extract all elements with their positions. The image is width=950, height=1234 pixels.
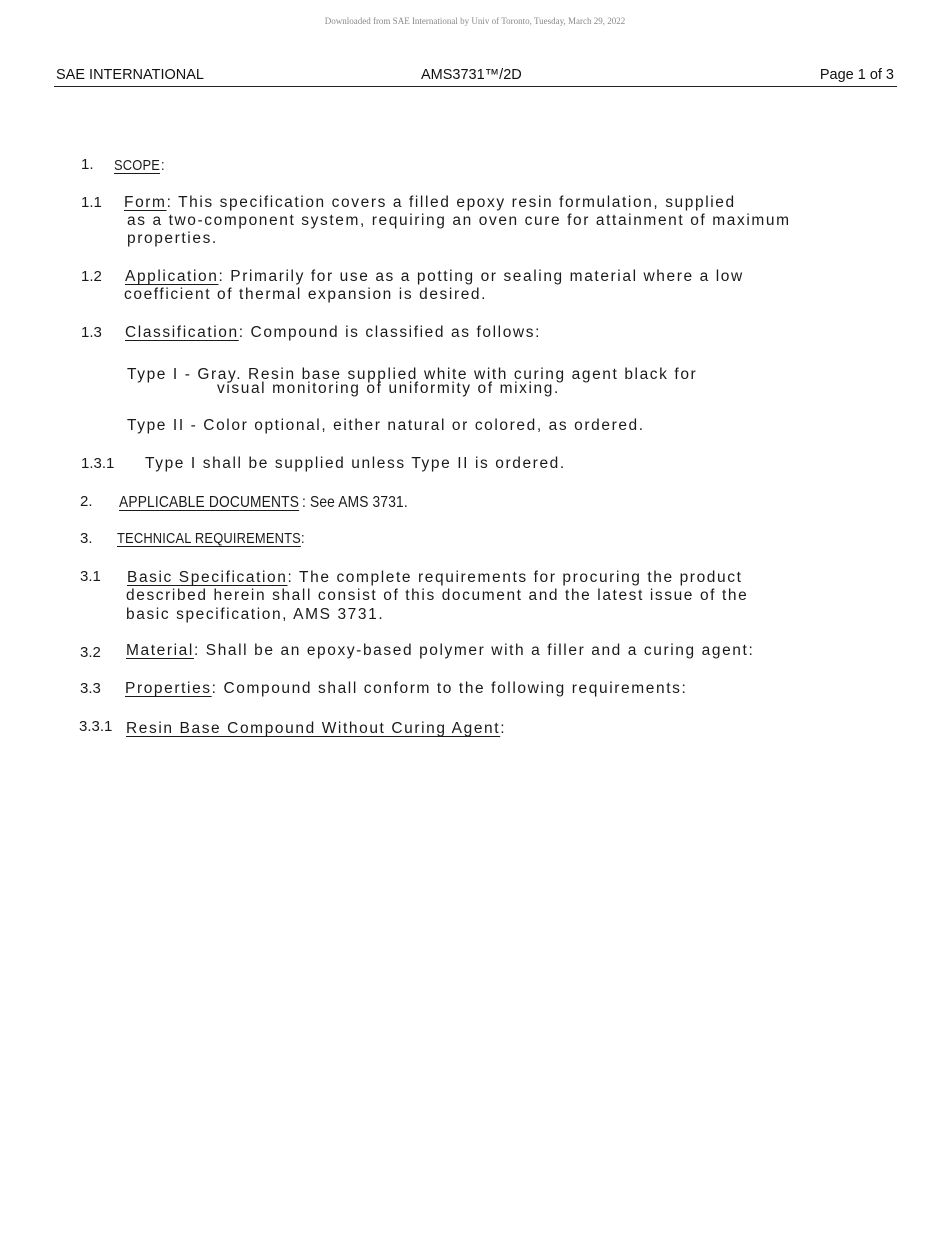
type-2-line: Type II - Color optional, either natural or colored, as ordered. — [127, 417, 645, 434]
section-3-1-line-2: described herein shall consist of this document and the latest issue of the — [126, 587, 749, 604]
section-1-2-number: 1.2 — [81, 268, 102, 285]
section-3-1-line-1: Basic Specification: The complete requirements for procuring the product — [127, 569, 743, 586]
section-3-3-line-1: Properties: Compound shall conform to the following requirements: — [125, 680, 688, 697]
section-1-1-line-2: as a two-component system, requiring an oven cure for attainment of maximum — [127, 212, 791, 229]
section-1-1-title: Form — [124, 194, 167, 211]
section-1-1-line-3: properties. — [127, 230, 218, 247]
section-1-3-1-number: 1.3.1 — [81, 455, 115, 472]
type-1-line-1: Type I - Gray. Resin base supplied white with curing agent black for — [127, 366, 698, 383]
section-3-1-title: Basic Specification — [127, 569, 288, 586]
section-1-2-title: Application — [125, 268, 219, 285]
header-organization: SAE INTERNATIONAL — [56, 67, 204, 83]
section-3-1-line-3: basic specification, AMS 3731. — [126, 606, 385, 623]
type-1-line-2: visual monitoring of uniformity of mixing. — [217, 380, 560, 397]
section-2-title: APPLICABLE DOCUMENTS — [119, 494, 300, 511]
section-1-1-line-1: Form: This specification covers a filled epoxy resin formulation, supplied — [124, 194, 736, 211]
section-1-2-line-1: Application: Primarily for use as a potting or sealing material where a low — [125, 268, 744, 285]
section-1-2-line-2: coefficient of thermal expansion is desired. — [124, 286, 488, 303]
header-document-number: AMS3731™/2D — [421, 67, 522, 83]
section-3-1-number: 3.1 — [80, 568, 101, 585]
section-3-number: 3. — [80, 530, 93, 547]
section-3-2-line-1: Material: Shall be an epoxy-based polymer with a filler and a curing agent: — [126, 642, 755, 659]
header-page-number: Page 1 of 3 — [819, 67, 894, 83]
header-rule — [54, 86, 897, 87]
section-3-heading: TECHNICAL REQUIREMENTS: — [117, 530, 305, 547]
section-3-3-1-title: Resin Base Compound Without Curing Agent — [126, 720, 501, 737]
download-watermark: Downloaded from SAE International by Univ of Toronto, Tuesday, March 29, 2022 — [324, 16, 626, 26]
section-2-number: 2. — [80, 493, 93, 510]
section-3-2-number: 3.2 — [80, 644, 101, 661]
section-1-3-1-text: Type I shall be supplied unless Type II is ordered. — [145, 455, 566, 472]
section-1-heading: SCOPE: — [114, 157, 165, 174]
section-3-3-number: 3.3 — [80, 680, 101, 697]
section-1-3-line-1: Classification: Compound is classified as follows: — [125, 324, 541, 341]
section-1-number: 1. — [81, 156, 94, 173]
section-3-3-1-number: 3.3.1 — [79, 718, 113, 735]
section-3-3-1-heading: Resin Base Compound Without Curing Agent: — [126, 720, 507, 737]
section-1-3-number: 1.3 — [81, 324, 102, 341]
section-1-title: SCOPE — [114, 157, 161, 174]
section-2-heading: APPLICABLE DOCUMENTS : See AMS 3731. — [119, 494, 409, 511]
section-1-1-number: 1.1 — [81, 194, 102, 211]
section-3-title: TECHNICAL REQUIREMENTS — [117, 530, 301, 547]
section-1-3-title: Classification — [125, 324, 239, 341]
section-3-3-title: Properties — [125, 680, 212, 697]
section-3-2-title: Material — [126, 642, 194, 659]
